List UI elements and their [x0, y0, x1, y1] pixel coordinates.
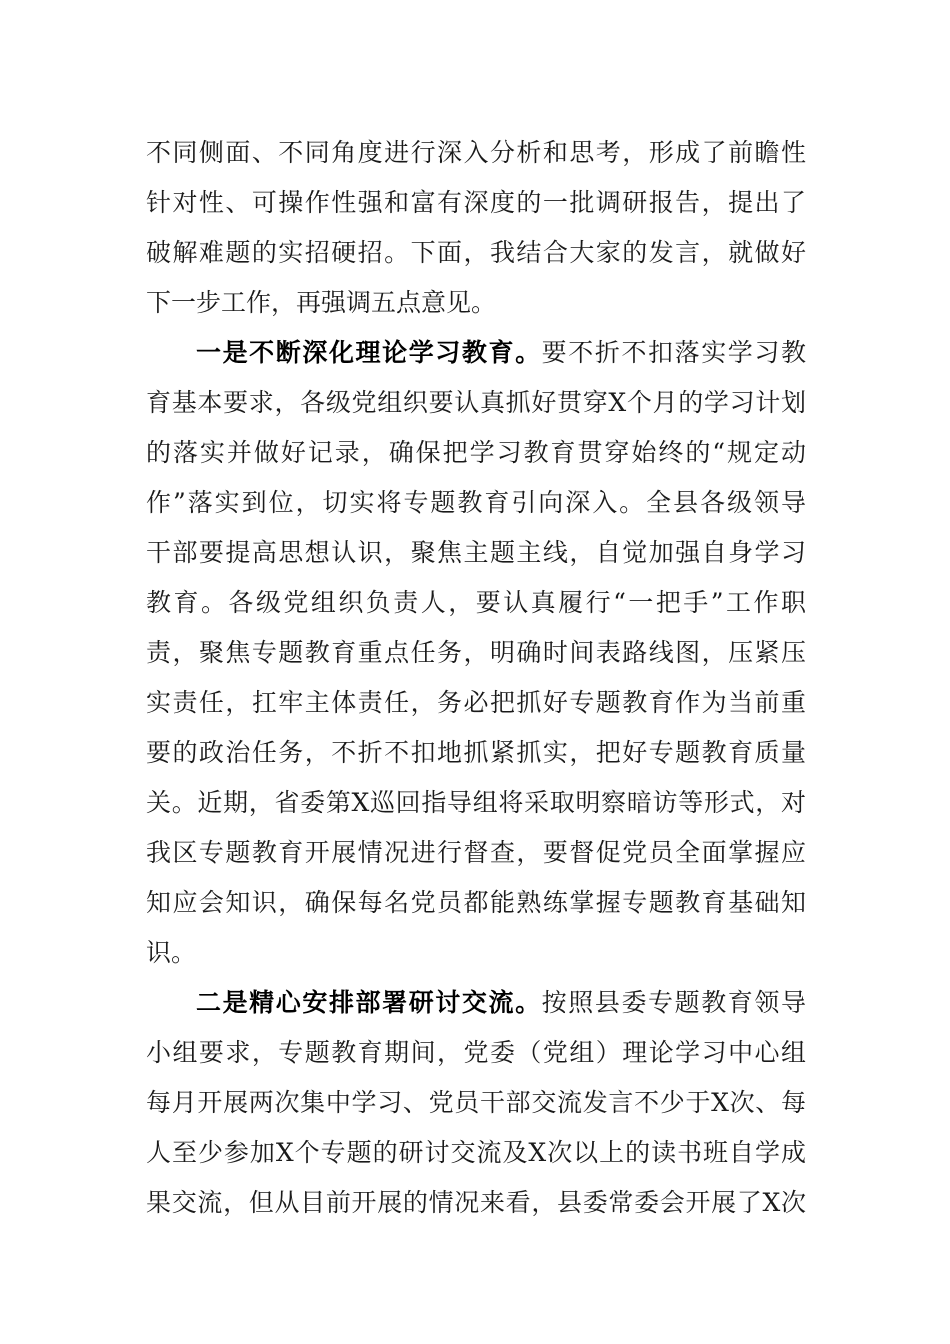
paragraph-first-line — [196, 986, 806, 1020]
paragraph-line: 实责任，扛牢主体责任，务必把抓好专题教育作为当前重 — [146, 688, 806, 717]
paragraph-line: 作”落实到位，切实将专题教育引向深入。全县各级领导 — [146, 488, 806, 517]
paragraph-line: 不同侧面、不同角度进行深入分析和思考，形成了前瞻性 — [146, 138, 806, 167]
paragraph-line: 小组要求，专题教育期间，党委（党组）理论学习中心组 — [146, 1038, 806, 1067]
paragraph-line: 责，聚焦专题教育重点任务，明确时间表路线图，压紧压 — [146, 638, 806, 667]
section-heading: 二是精心安排部署研讨交流。 — [196, 988, 542, 1017]
paragraph-line: 的落实并做好记录，确保把学习教育贯穿始终的“规定动 — [146, 438, 806, 467]
paragraph-line: 干部要提高思想认识，聚焦主题主线，自觉加强自身学习 — [146, 538, 806, 567]
paragraph-line: 教育。各级党组织负责人，要认真履行“一把手”工作职 — [146, 588, 806, 617]
paragraph-line: 识。 — [146, 938, 197, 967]
paragraph-text: 按照县委专题教育领导 — [541, 988, 806, 1017]
paragraph-line: 要的政治任务，不折不扣地抓紧抓实，把好专题教育质量 — [146, 738, 806, 767]
paragraph-first-line — [196, 336, 806, 370]
paragraph-line: 关。近期，省委第X巡回指导组将采取明察暗访等形式，对 — [146, 788, 806, 817]
section-heading: 一是不断深化理论学习教育。 — [196, 338, 542, 367]
paragraph-line: 人至少参加X个专题的研讨交流及X次以上的读书班自学成 — [146, 1138, 806, 1167]
paragraph-line: 果交流，但从目前开展的情况来看，县委常委会开展了X次 — [146, 1188, 806, 1217]
paragraph-line: 我区专题教育开展情况进行督查，要督促党员全面掌握应 — [146, 838, 806, 867]
paragraph-line: 育基本要求，各级党组织要认真抓好贯穿X个月的学习计划 — [146, 388, 806, 417]
paragraph-line: 破解难题的实招硬招。下面，我结合大家的发言，就做好 — [146, 238, 806, 267]
paragraph-line: 针对性、可操作性强和富有深度的一批调研报告，提出了 — [146, 188, 806, 217]
paragraph-text: 要不折不扣落实学习教 — [541, 338, 806, 367]
paragraph-line: 每月开展两次集中学习、党员干部交流发言不少于X次、每 — [146, 1088, 806, 1117]
paragraph-line: 知应会知识，确保每名党员都能熟练掌握专题教育基础知 — [146, 888, 806, 917]
paragraph-line: 下一步工作，再强调五点意见。 — [146, 288, 497, 317]
